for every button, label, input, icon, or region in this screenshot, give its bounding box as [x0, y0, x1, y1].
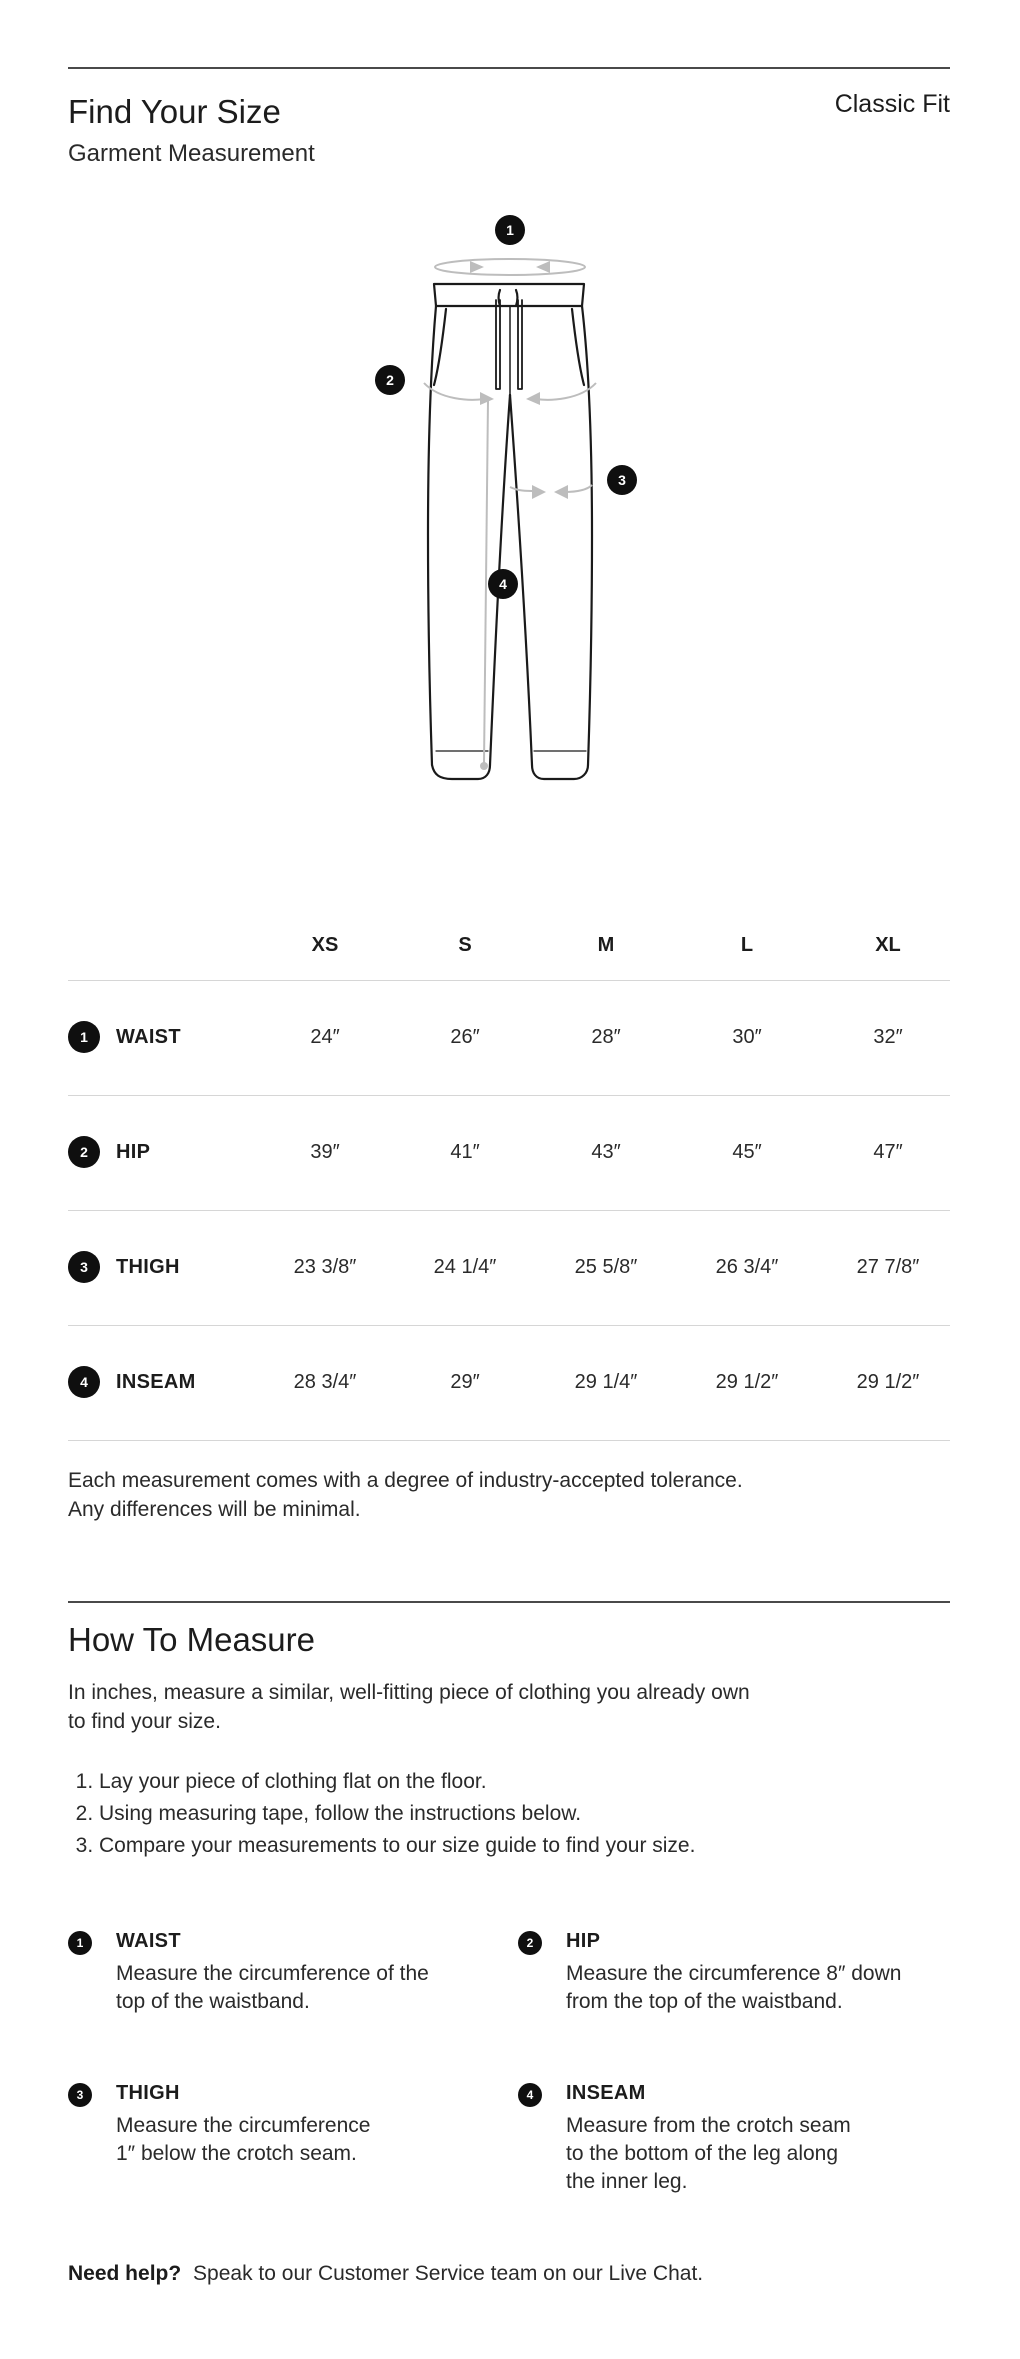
live-chat-link[interactable]: Speak to our Customer Service team on our Live Chat. — [193, 2262, 704, 2285]
row-number-badge: 1 — [68, 1021, 100, 1053]
guide-description-line: Measure the circumference of the — [116, 1962, 429, 1985]
guide-description-line: top of the waistband. — [116, 1990, 310, 2013]
guide-number-badge: 4 — [518, 2083, 542, 2107]
how-to-measure-title: How To Measure — [68, 1621, 316, 1658]
table-cell: 24 1/4″ — [433, 1256, 497, 1278]
help-label: Need help? — [68, 2262, 182, 2285]
guide-arrows — [470, 261, 568, 499]
row-number-badge: 4 — [68, 1366, 100, 1398]
table-cell: 26 3/4″ — [715, 1256, 779, 1278]
diagram-marker-3 — [607, 465, 637, 495]
fit-label: Classic Fit — [834, 90, 950, 118]
row-label: THIGH — [116, 1256, 180, 1278]
tolerance-note — [68, 1466, 928, 1524]
how-to-intro-line: to find your size. — [68, 1710, 221, 1733]
table-row-hip — [68, 1096, 950, 1211]
size-header-m: M — [597, 934, 615, 956]
guide-number-badge: 3 — [68, 2083, 92, 2107]
guide-description-line: from the top of the waistband. — [566, 1990, 843, 2013]
how-to-intro-line: In inches, measure a similar, well-fitting piece of clothing you already own — [68, 1681, 750, 1704]
top-divider — [68, 67, 950, 69]
svg-text:2: 2 — [386, 372, 394, 388]
table-cell: 29 1/2″ — [715, 1371, 779, 1393]
guide-description-line: Measure from the crotch seam — [566, 2114, 851, 2137]
size-header-xs: XS — [311, 934, 339, 956]
row-label: HIP — [116, 1141, 151, 1163]
row-label: INSEAM — [116, 1371, 196, 1393]
pants-diagram — [360, 205, 660, 795]
table-cell: 39″ — [310, 1141, 340, 1163]
diagram-marker-1 — [495, 215, 525, 245]
guide-description — [116, 1960, 496, 2016]
pants-outline — [428, 284, 592, 779]
row-label: WAIST — [116, 1026, 181, 1048]
size-table-header — [68, 910, 950, 981]
guide-number-badge: 2 — [518, 1931, 542, 1955]
table-cell: 25 5/8″ — [574, 1256, 638, 1278]
guide-description — [566, 1960, 946, 2016]
size-header-s: S — [458, 934, 472, 956]
row-number-badge: 2 — [68, 1136, 100, 1168]
guide-title: HIP — [566, 1930, 601, 1952]
guide-description-line: to the bottom of the leg along — [566, 2142, 839, 2165]
guide-description — [566, 2112, 946, 2196]
help-footer — [68, 2262, 703, 2286]
table-row-thigh — [68, 1211, 950, 1326]
table-cell: 26″ — [450, 1026, 480, 1048]
diagram-marker-4 — [488, 569, 518, 599]
guide-title: INSEAM — [566, 2082, 646, 2104]
size-table — [68, 910, 950, 1441]
measure-steps-list — [68, 1766, 695, 1862]
guide-description-line: Measure the circumference — [116, 2114, 371, 2137]
section-divider — [68, 1601, 950, 1603]
table-cell: 27 7/8″ — [856, 1256, 920, 1278]
page-title: Find Your Size — [68, 93, 281, 130]
table-cell: 43″ — [591, 1141, 621, 1163]
svg-text:1: 1 — [506, 222, 514, 238]
list-item: 3. Compare your measurements to our size guide to find your size. — [99, 1830, 695, 1862]
table-cell: 29 1/2″ — [856, 1371, 920, 1393]
table-cell: 29″ — [450, 1371, 480, 1393]
table-cell: 41″ — [450, 1141, 480, 1163]
table-cell: 28 3/4″ — [293, 1371, 357, 1393]
diagram-marker-2 — [375, 365, 405, 395]
guide-title: THIGH — [116, 2082, 180, 2104]
guide-number-badge: 1 — [68, 1931, 92, 1955]
size-header-l: L — [740, 934, 754, 956]
guide-title: WAIST — [116, 1930, 181, 1952]
svg-text:4: 4 — [499, 576, 507, 592]
page-subtitle: Garment Measurement — [68, 140, 315, 167]
guide-description-line: the inner leg. — [566, 2170, 688, 2193]
table-cell: 47″ — [873, 1141, 903, 1163]
tolerance-note-line: Each measurement comes with a degree of industry-accepted tolerance. — [68, 1469, 743, 1492]
guide-description-line: 1″ below the crotch seam. — [116, 2142, 357, 2165]
table-row-waist — [68, 981, 950, 1096]
list-item: 1. Lay your piece of clothing flat on the floor. — [99, 1766, 695, 1798]
guide-description-line: Measure the circumference 8″ down — [566, 1962, 902, 1985]
table-cell: 28″ — [591, 1026, 621, 1048]
how-to-intro — [68, 1678, 828, 1736]
row-number-badge: 3 — [68, 1251, 100, 1283]
table-cell: 23 3/8″ — [293, 1256, 357, 1278]
table-row-inseam — [68, 1326, 950, 1441]
table-cell: 24″ — [310, 1026, 340, 1048]
size-header-xl: XL — [875, 934, 901, 956]
tolerance-note-line: Any differences will be minimal. — [68, 1498, 361, 1521]
table-cell: 45″ — [732, 1141, 762, 1163]
table-cell: 30″ — [732, 1026, 762, 1048]
list-item: 2. Using measuring tape, follow the instructions below. — [99, 1798, 695, 1830]
guide-description — [116, 2112, 496, 2168]
svg-text:3: 3 — [618, 472, 626, 488]
table-cell: 29 1/4″ — [574, 1371, 638, 1393]
table-cell: 32″ — [873, 1026, 903, 1048]
